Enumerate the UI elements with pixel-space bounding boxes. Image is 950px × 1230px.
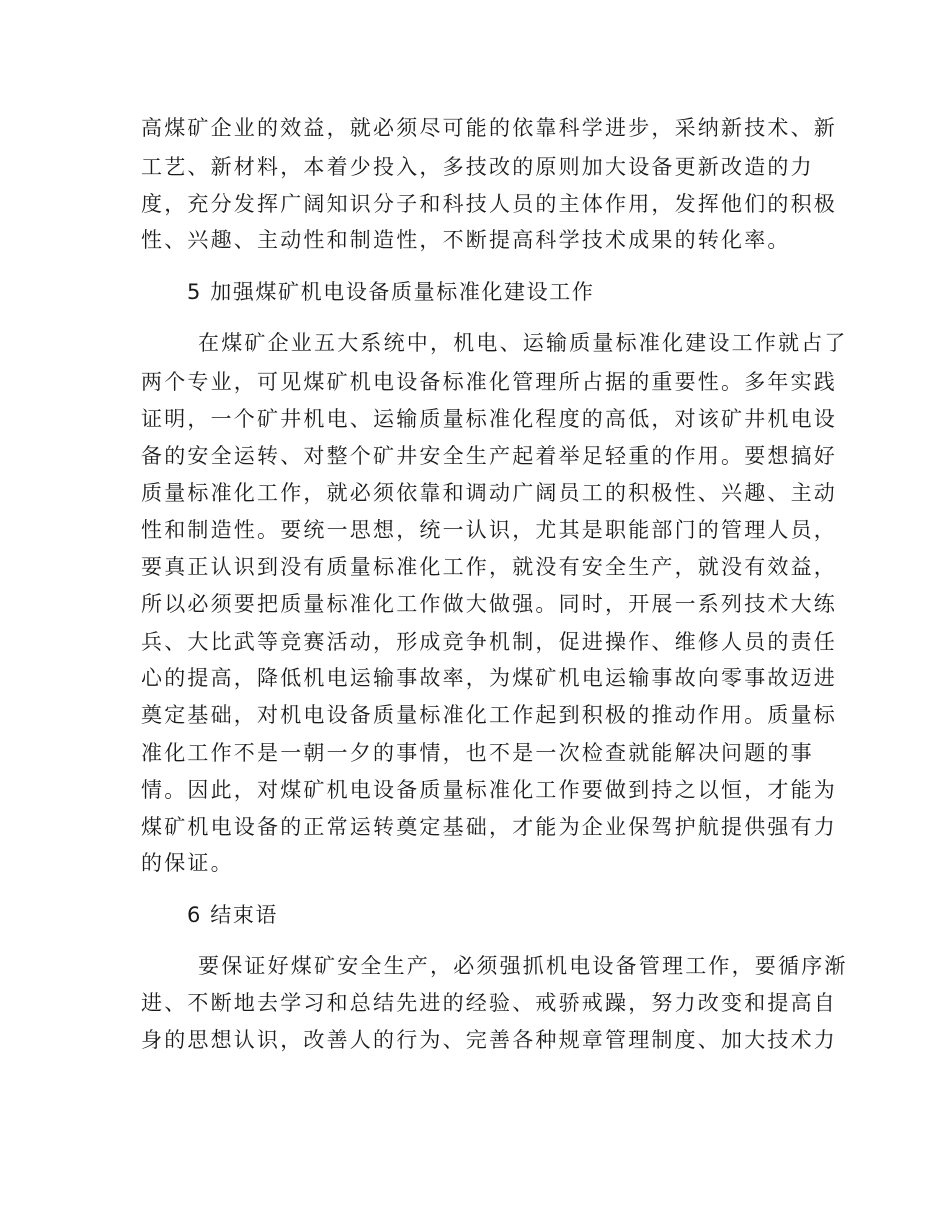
paragraph-line: 要保证好煤矿安全生产，必须强抓机电设备管理工作，要循序渐 (198, 954, 848, 978)
section-6-heading: 6 结束语 (187, 903, 279, 927)
paragraph-line: 心的提高，降低机电运输事故率，为煤矿机电运输事故向零事故迈进 (141, 666, 837, 690)
paragraph-line: 性和制造性。要统一思想，统一认识，尤其是职能部门的管理人员， (141, 518, 837, 542)
paragraph-line: 要真正认识到没有质量标准化工作，就没有安全生产，就没有效益， (141, 555, 837, 579)
paragraph-line: 备的安全运转、对整个矿井安全生产起着举足轻重的作用。要想搞好 (141, 444, 837, 468)
paragraph-line: 证明，一个矿井机电、运输质量标准化程度的高低，对该矿井机电设 (141, 407, 837, 431)
paragraph-line: 身的思想认识，改善人的行为、完善各种规章管理制度、加大技术力 (141, 1028, 837, 1052)
paragraph-line: 高煤矿企业的效益，就必须尽可能的依靠科学进步，采纳新技术、新 (141, 116, 837, 140)
paragraph-line: 在煤矿企业五大系统中，机电、运输质量标准化建设工作就占了 (198, 331, 848, 355)
paragraph-line: 性、兴趣、主动性和制造性，不断提高科学技术成果的转化率。 (141, 228, 791, 252)
paragraph-line: 兵、大比武等竞赛活动，形成竞争机制，促进操作、维修人员的责任 (141, 630, 837, 654)
paragraph-line: 准化工作不是一朝一夕的事情，也不是一次检查就能解决问题的事 (141, 741, 814, 765)
paragraph-line: 的保证。 (141, 851, 234, 875)
paragraph-line: 质量标准化工作，就必须依靠和调动广阔员工的积极性、兴趣、主动 (141, 481, 837, 505)
paragraph-line: 进、不断地去学习和总结先进的经验、戒骄戒躁，努力改变和提高自 (141, 991, 837, 1015)
paragraph-line: 所以必须要把质量标准化工作做大做强。同时，开展一系列技术大练 (141, 592, 837, 616)
paragraph-line: 奠定基础，对机电设备质量标准化工作起到积极的推动作用。质量标 (141, 703, 837, 727)
section-5-heading: 5 加强煤矿机电设备质量标准化建设工作 (187, 280, 595, 304)
paragraph-line: 情。因此，对煤矿机电设备质量标准化工作要做到持之以恒，才能为 (141, 778, 837, 802)
paragraph-line: 煤矿机电设备的正常运转奠定基础，才能为企业保驾护航提供强有力 (141, 815, 837, 839)
paragraph-line: 两个专业，可见煤矿机电设备标准化管理所占据的重要性。多年实践 (141, 370, 837, 394)
paragraph-line: 工艺、新材料，本着少投入，多技改的原则加大设备更新改造的力 (141, 155, 814, 179)
paragraph-line: 度，充分发挥广阔知识分子和科技人员的主体作用，发挥他们的积极 (141, 192, 837, 216)
